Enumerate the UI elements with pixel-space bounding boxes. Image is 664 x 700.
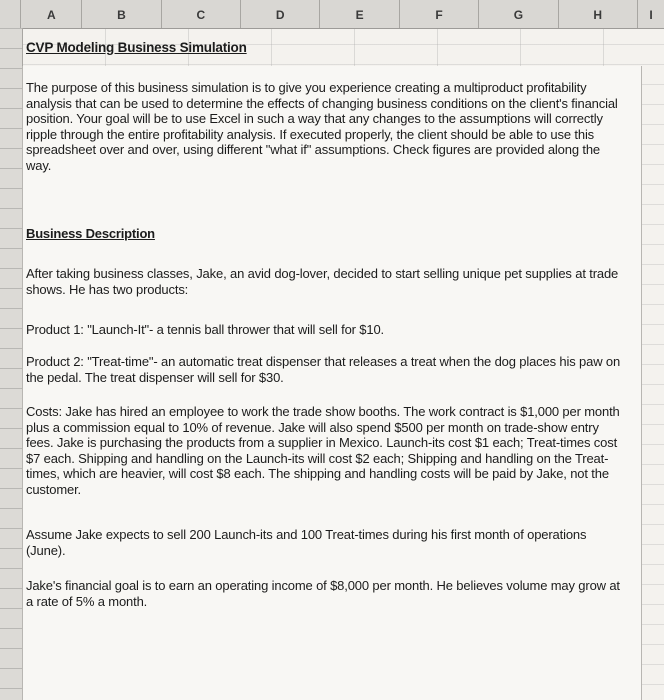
- column-header-d[interactable]: D: [241, 0, 320, 28]
- select-all-corner[interactable]: [0, 0, 21, 28]
- column-header-g[interactable]: G: [479, 0, 558, 28]
- product-1-paragraph: Product 1: "Launch-It"- a tennis ball thrower that will sell for $10.: [26, 322, 385, 337]
- column-header-c[interactable]: C: [162, 0, 241, 28]
- product-2-paragraph: Product 2: "Treat-time"- an automatic treat dispenser that releases a treat when the dog places his paw on the pedal. The treat dispenser will sell for $30.: [26, 354, 621, 385]
- row-header-column[interactable]: [0, 28, 23, 700]
- column-header-b[interactable]: B: [82, 0, 161, 28]
- column-header-e[interactable]: E: [320, 0, 399, 28]
- column-header-i[interactable]: I: [649, 8, 653, 22]
- costs-paragraph: Costs: Jake has hired an employee to work the trade show booths. The work contract is $1,000 per month plus a commission equal to 10% of revenue. Jake will also spend $500 per month on trade-show entry fees. Jake is purchasing the products from a supplier in Mexico. Launch-its cost $1 each; Treat-times cost $7 each. Shipping and handling on the Launch-its will cost $2 each; Shipping and handling on the Treat-times, which are heavier, will cost $8 each. The shipping and handling costs will be paid by Jake, not the customer.: [26, 404, 620, 497]
- column-header-row: [0, 0, 664, 29]
- column-header-a[interactable]: A: [21, 0, 82, 28]
- goal-paragraph: Jake's financial goal is to earn an operating income of $8,000 per month. He believes volume may grow at a rate of 5% a month.: [26, 578, 620, 609]
- column-header-h[interactable]: H: [559, 0, 638, 28]
- column-header-f[interactable]: F: [400, 0, 479, 28]
- business-description-heading: Business Description: [26, 226, 155, 241]
- purpose-paragraph: The purpose of this business simulation is to give you experience creating a multiproduct profitability analysis that can be used to determine the effects of changing business conditions on the client's financial position. Your goal will be to use Excel in such a way that any changes to the assumptions will correctly ripple through the entire profitability analysis. If executed properly, the client should be able to use this spreadsheet over and over, using different "what if" assumptions. Check figures are provided along the way.: [26, 80, 618, 173]
- assumption-paragraph: Assume Jake expects to sell 200 Launch-its and 100 Treat-times during his first month of operations (June).: [26, 527, 587, 558]
- intro-paragraph: After taking business classes, Jake, an avid dog-lover, decided to start selling unique pet supplies at trade shows. He has two products:: [26, 266, 619, 297]
- page-title: CVP Modeling Business Simulation: [26, 40, 247, 55]
